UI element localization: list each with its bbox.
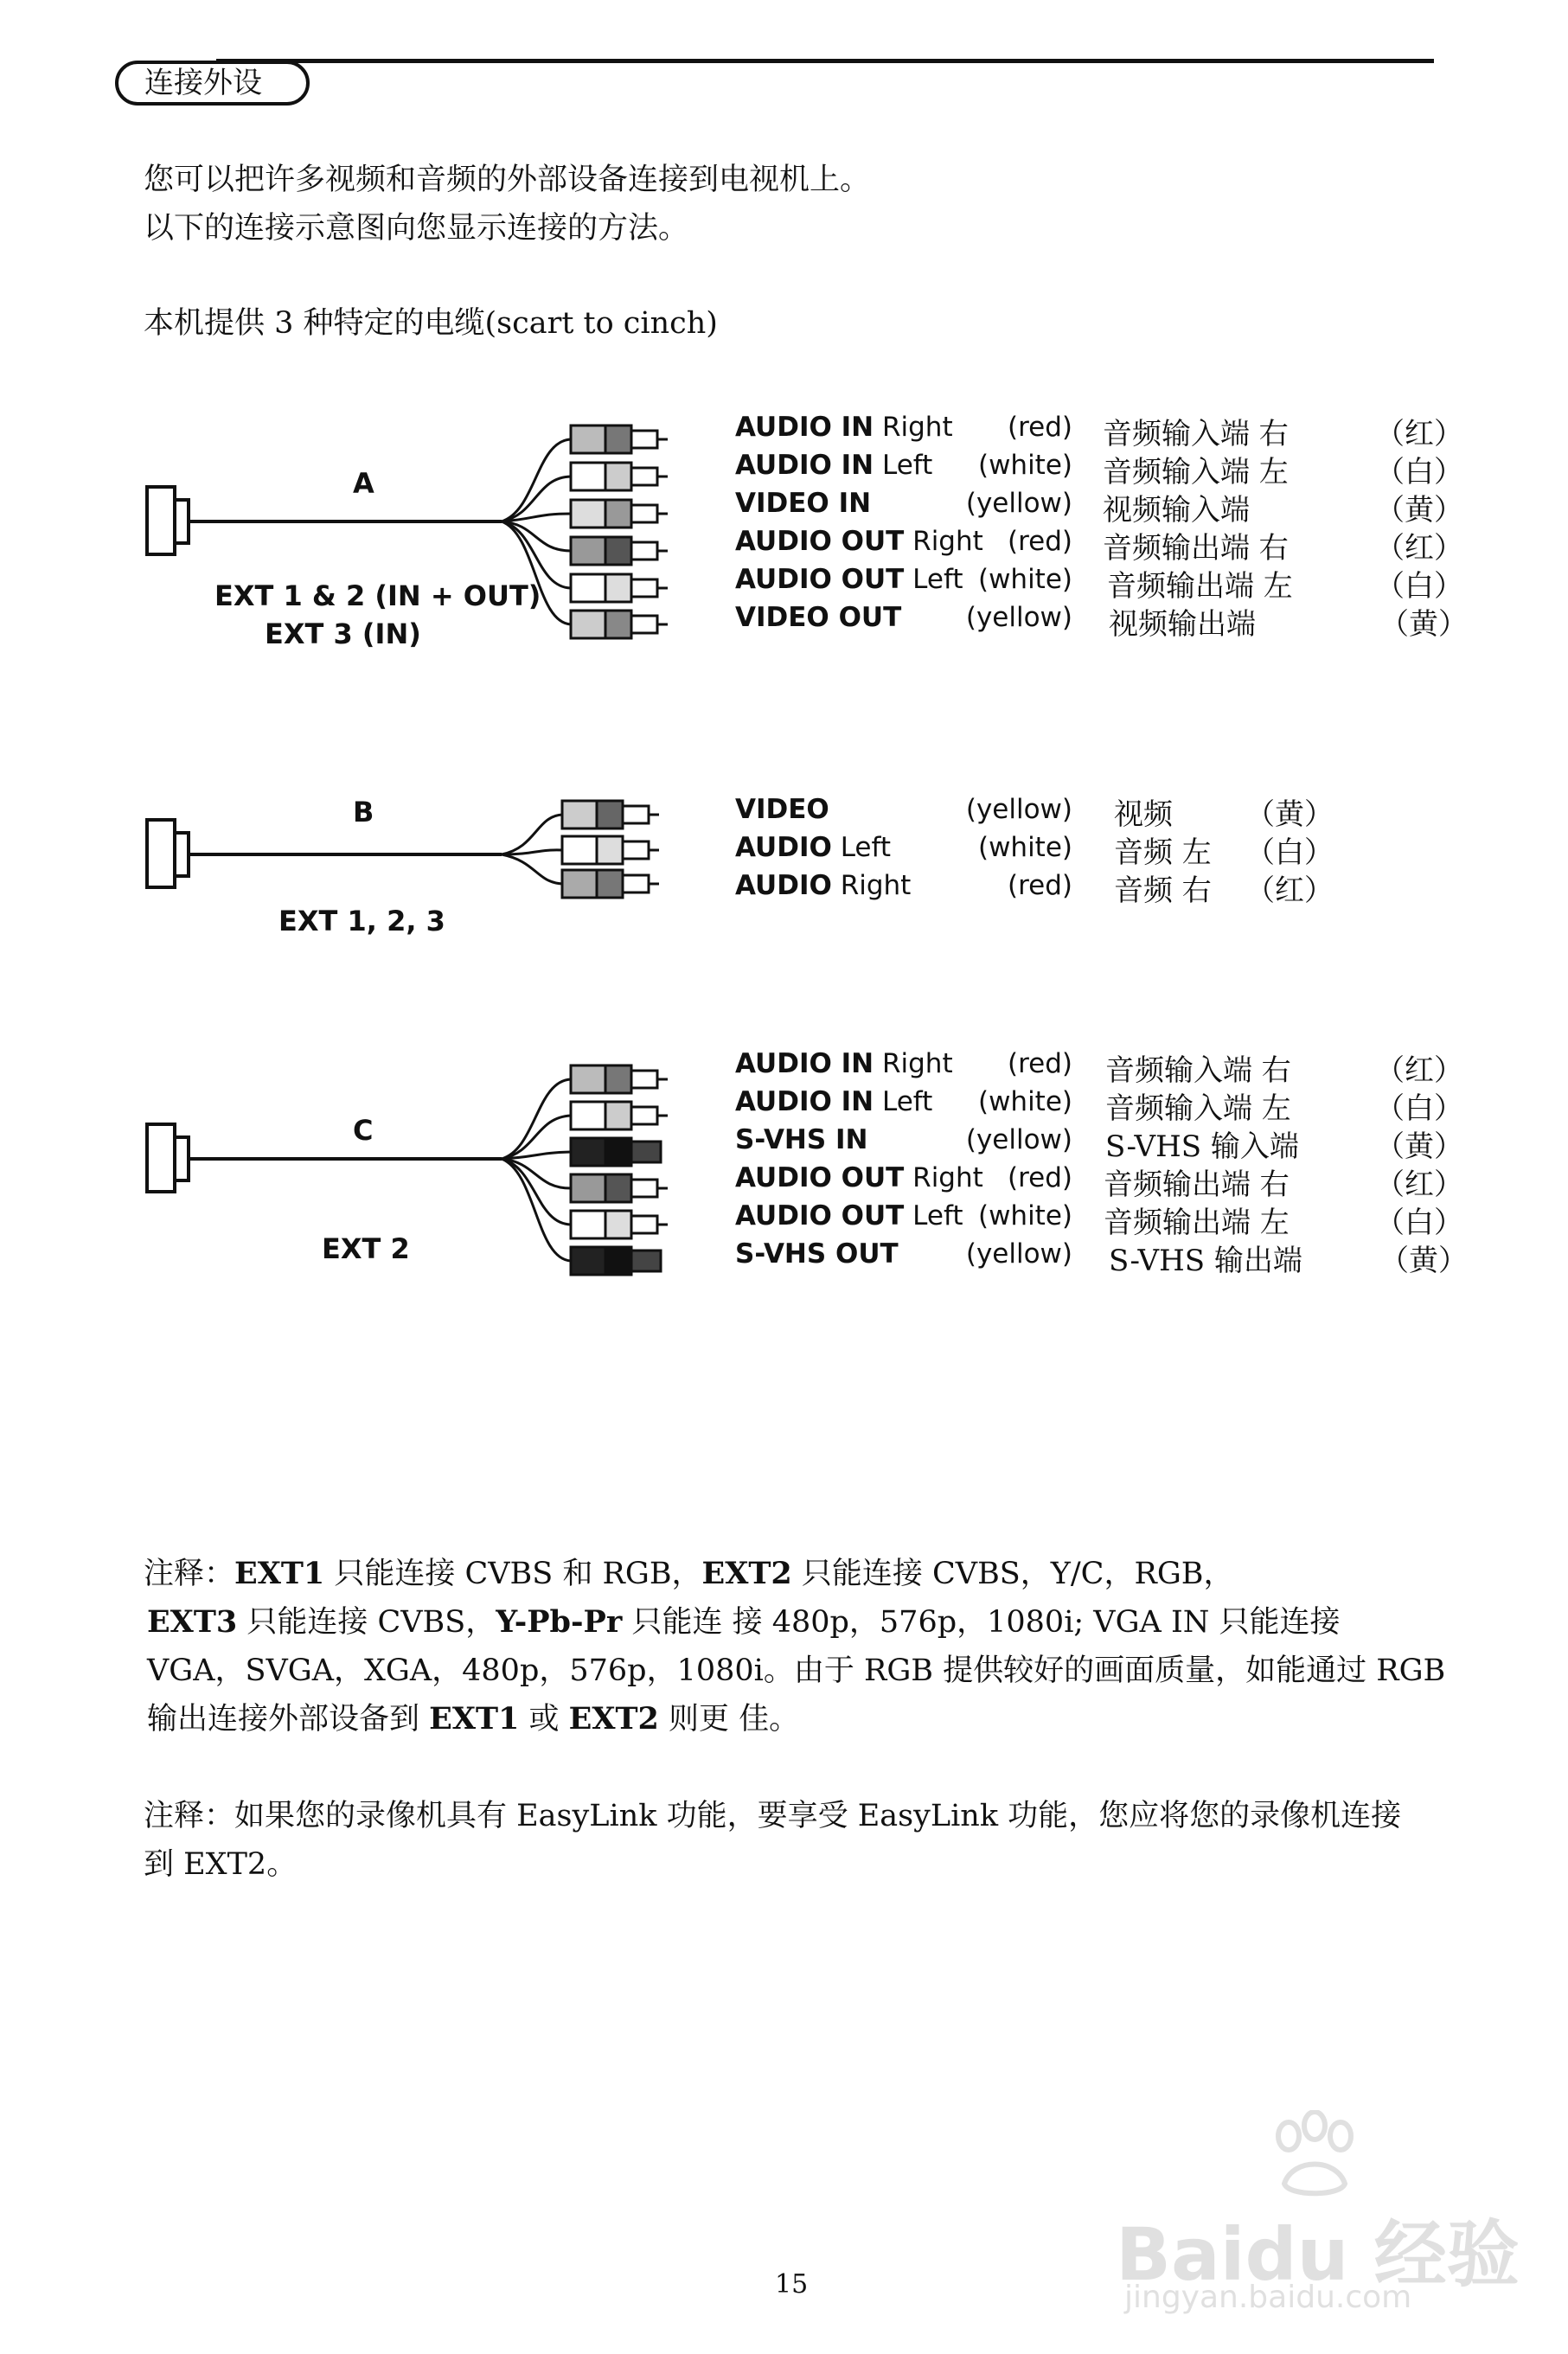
scart-plug-b <box>147 820 502 887</box>
section-title: 连接外设 <box>115 61 310 106</box>
cable-a-zh-color-5: （黄） <box>1379 607 1468 642</box>
baidu-watermark <box>1116 2110 1520 2318</box>
cable-c-port-1: EXT 2 <box>322 1232 410 1265</box>
cable-c-zh-color-4: （白） <box>1375 1206 1463 1240</box>
cable-a-zh-1: 音频输入端 左 <box>1103 455 1289 489</box>
cable-c-zh-color-1: （白） <box>1375 1091 1463 1126</box>
cable-c-zh-2: S-VHS 输入端 <box>1105 1129 1299 1164</box>
watermark-url: jingyan.baidu.com <box>1124 2280 1412 2315</box>
cable-b-zh-color-2: （红） <box>1245 873 1334 908</box>
cable-a-letter: A <box>353 467 374 500</box>
note-1-line-2: EXT3 只能连接 CVBS，Y-Pb-Pr 只能连 接 480p，576p，1080i; VGA IN 只能连接 <box>147 1604 1341 1640</box>
rca-plugs-a <box>571 425 668 638</box>
cable-c-zh-color-0: （红） <box>1375 1053 1463 1088</box>
intro-line-3: 本机提供 3 种特定的电缆(scart to cinch) <box>144 306 718 341</box>
cable-b-zh-1: 音频 左 <box>1114 835 1212 870</box>
cable-b-letter: B <box>353 796 374 828</box>
cable-b-port-1: EXT 1, 2, 3 <box>278 905 445 937</box>
note-2-line-2: 到 EXT2。 <box>144 1847 298 1882</box>
rca-plugs-b <box>562 801 659 898</box>
cable-a-zh-color-1: （白） <box>1375 455 1463 489</box>
cable-a-zh-2: 视频输入端 <box>1103 493 1250 528</box>
cable-b-zh-color-1: （白） <box>1245 835 1334 870</box>
note-2-line-1: 注释：如果您的录像机具有 EasyLink 功能，要享受 EasyLink 功能，您应将您的录像机连接 <box>144 1799 1402 1833</box>
rca-fan-b <box>502 815 562 884</box>
cable-a-zh-color-2: （黄） <box>1375 493 1463 528</box>
cable-a-zh-color-3: （红） <box>1375 531 1463 566</box>
scart-plug-a <box>147 487 502 554</box>
cable-b-zh-0: 视频 <box>1114 797 1173 832</box>
cable-c-zh-color-3: （红） <box>1375 1167 1463 1202</box>
cable-c-zh-0: 音频输入端 右 <box>1105 1053 1291 1088</box>
page-number: 15 <box>775 2269 809 2300</box>
paw-icon <box>1263 2110 1366 2205</box>
cable-c-letter: C <box>353 1114 374 1147</box>
cable-a-zh-5: 视频输出端 <box>1109 607 1256 642</box>
cable-a-zh-4: 音频输出端 左 <box>1107 569 1293 604</box>
intro-line-1: 您可以把许多视频和音频的外部设备连接到电视机上。 <box>144 163 871 197</box>
cable-c-zh-color-5: （黄） <box>1379 1244 1468 1278</box>
scart-plug-c <box>147 1124 502 1192</box>
cable-a-zh-color-0: （红） <box>1375 417 1463 451</box>
rca-fan-c <box>502 1079 571 1261</box>
cable-b-zh-color-0: （黄） <box>1245 797 1334 832</box>
cable-a-zh-color-4: （白） <box>1375 569 1463 604</box>
cable-b-zh-2: 音频 右 <box>1114 873 1212 908</box>
note-1-line-4: 输出连接外部设备到 EXT1 或 EXT2 则更 佳。 <box>147 1701 800 1737</box>
cable-a-port-1: EXT 1 & 2 (IN + OUT) <box>214 579 541 612</box>
cable-c-zh-4: 音频输出端 左 <box>1104 1206 1290 1240</box>
cable-c-zh-color-2: （黄） <box>1375 1129 1463 1164</box>
cable-c-zh-5: S-VHS 输出端 <box>1109 1244 1302 1278</box>
watermark-brand: Baidu 经验 <box>1116 2211 1520 2297</box>
note-1-line-3: VGA，SVGA，XGA，480p，576p，1080i。由于 RGB 提供较好的画面质量，如能通过 RGB <box>147 1654 1446 1688</box>
cable-a-zh-3: 音频输出端 右 <box>1103 531 1289 566</box>
cable-a-port-2: EXT 3 (IN) <box>265 617 421 650</box>
cable-c-zh-1: 音频输入端 左 <box>1105 1091 1291 1126</box>
intro-line-2: 以下的连接示意图向您显示连接的方法。 <box>144 211 689 246</box>
cable-c-zh-3: 音频输出端 右 <box>1104 1167 1290 1202</box>
rca-plugs-c <box>571 1065 668 1275</box>
cable-a-zh-0: 音频输入端 右 <box>1103 417 1289 451</box>
note-1-line-1: 注释：EXT1 只能连接 CVBS 和 RGB，EXT2 只能连接 CVBS，Y/C，RGB， <box>144 1556 1234 1591</box>
